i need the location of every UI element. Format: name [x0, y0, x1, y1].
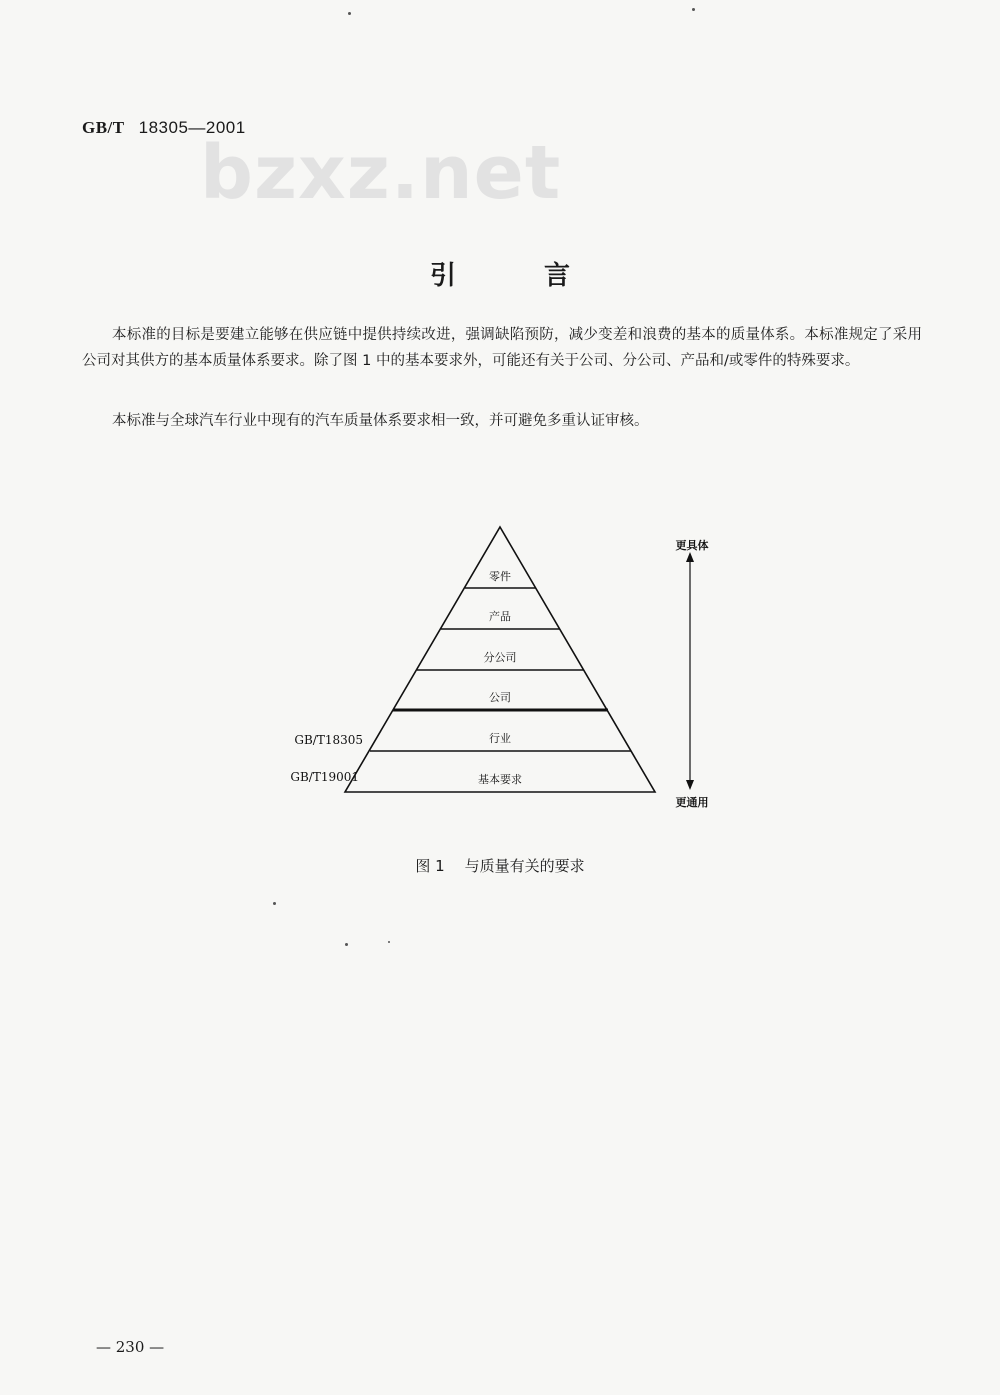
- section-title: 引言: [429, 261, 658, 291]
- tier-label-company: 公司: [489, 691, 511, 704]
- tier-label-basic-requirements: 基本要求: [478, 773, 522, 786]
- watermark: bzxz.net: [200, 130, 562, 216]
- standard-number: 18305—2001: [138, 118, 246, 137]
- scan-speck: [348, 12, 351, 15]
- tier-label-product: 产品: [489, 610, 511, 623]
- page-number: — 230 —: [96, 1338, 165, 1356]
- tier-label-division: 分公司: [483, 651, 517, 664]
- intro-paragraph-2: 本标准与全球汽车行业中现有的汽车质量体系要求相一致，并可避免多重认证审核。: [112, 413, 649, 429]
- side-label-gbt18305: GB/T18305: [294, 733, 363, 747]
- scan-speck: [273, 902, 276, 905]
- scan-speck: [692, 8, 695, 11]
- figure-caption: [0, 855, 1000, 876]
- scan-speck: [345, 943, 348, 946]
- arrow-head-up: [686, 552, 694, 562]
- tier-label-industry: 行业: [489, 732, 511, 745]
- standard-prefix: GB/T: [82, 118, 125, 137]
- figure-number: 图 1: [415, 857, 445, 875]
- figure-caption-text: 与质量有关的要求: [464, 857, 585, 875]
- tier-label-parts: 零件: [489, 570, 511, 583]
- intro-paragraph-1: 本标准的目标是要建立能够在供应链中提供持续改进，强调缺陷预防，减少变差和浪费的基本的质量体系。本标准规定了采用公司对其供方的基本质量体系要求。除了图 1 中的基本要求外，可能还有关于公司、分公司、产品和/或零件的特殊要求。: [82, 327, 922, 369]
- scan-speck: [388, 941, 390, 943]
- arrow-bottom-label: 更通用: [675, 796, 709, 809]
- side-label-gbt19001: GB/T19001: [290, 770, 359, 784]
- arrow-top-label: 更具体: [675, 539, 709, 552]
- arrow-head-down: [686, 780, 694, 790]
